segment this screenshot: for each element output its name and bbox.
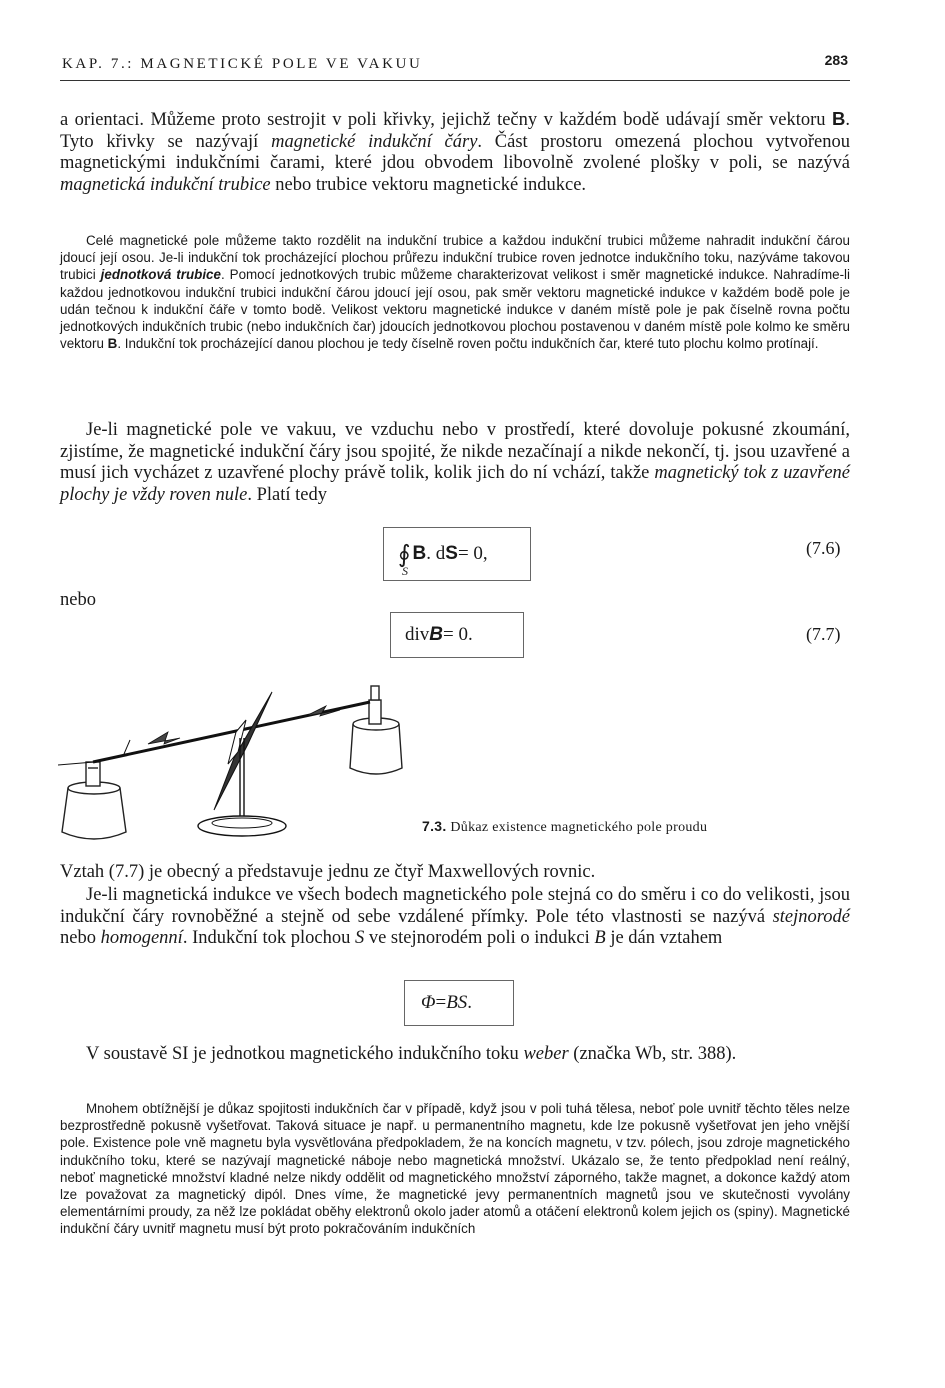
paragraph-6 — [60, 1044, 850, 1066]
p2-symbol-b: B — [107, 336, 118, 352]
p5-symbol-b: B — [594, 928, 606, 949]
p7-text: Mnohem obtížnější je důkaz spojitosti indukčních čar v případě, když jsou v poli tuhá tělesa, neboť pole uvnitř těchto těles nelze bezprostředně pokusně vyšetřovat. Taková situace je např. u permanentního magnetu, kde lze pokusně vyšetřovat jen jeho vnější pole. Existence pole vně magnetu byla vysvětlována předpokladem, že na koncích magnetu, v tzv. pólech, jsou zdroje magnetického indukčního toku, které se nazývají magnetické náboje nebo magnetická množství. Ukázalo se, že tento předpoklad není reálný, neboť magnetické množství kladné nelze nikdy oddělit od magnetického množství záporného, takže magnet, a dokonce každý atom lze považovat za magnetický dipól. Dnes víme, že magnetické jevy permanentních magnetů jsou ve skutečnosti vyvolány elementárními proudy, za něž lze pokládat oběhy elektronů okolo jader atomů a otáčení elektronů kolem jejich os (spiny). Magnetické indukční čáry uvnitř magnetu musí být proto pokračováním indukčních — [60, 1101, 850, 1237]
eq3-equals: = — [435, 992, 447, 1013]
paragraph-1 — [60, 108, 850, 196]
paragraph-5 — [60, 885, 850, 950]
paragraph-2-small — [60, 232, 850, 352]
p1-text-a: a orientaci. Můžeme proto sestrojit v poli křivky, jejichž tečny v každém bodě udávají směr vektoru — [60, 110, 832, 130]
integral-subscript: S — [402, 563, 408, 578]
p5-term-homogeneous: homogenní — [100, 928, 183, 949]
p1-text-e: nebo trubice vektoru magnetické indukce. — [270, 174, 587, 195]
eq76-dot: . d — [426, 543, 446, 564]
p1-term-induction-lines: magnetické indukční čáry — [271, 131, 478, 152]
p3-text-a: Je-li magnetické pole ve vakuu, ve vzduchu nebo v prostředí, které dovoluje pokusné zkoumání, zjistíme, že magnetické indukční čáry jsou spojité, že nikde nezačínají a nikde nekončí, tj. jsou uzavřené a musí jich vycházet z uzavřené plochy právě tolik, kolik jich do ní vchází, takže — [60, 420, 850, 484]
eq3-dot: . — [467, 992, 473, 1013]
figure-caption — [422, 818, 707, 836]
paragraph-3 — [60, 420, 850, 506]
equation-flux — [404, 980, 514, 1026]
chapter-title: KAP. 7.: MAGNETICKÉ POLE VE VAKUU — [62, 56, 423, 72]
equation-number-7-7: (7.7) — [806, 624, 841, 644]
p2-text-a: Celé magnetické pole můžeme takto rozdělit na indukční trubice a každou indukční trubici můžeme nahradit indukční čárou jdoucí její osou. Je-li indukční tok procházející plochou průřezu indukční trubice roven jednotce indukčního toku, nazýváme takovou trubici — [60, 233, 850, 283]
left-stand-icon — [62, 762, 126, 839]
p5-text-b: nebo — [60, 928, 101, 949]
p6-text-a: V soustavě SI je jednotkou magnetického indukčního toku — [86, 1044, 524, 1064]
p5-text-e: je dán vztahem — [605, 928, 723, 949]
eq77-div: div — [405, 624, 430, 645]
equation-number-7-6: (7.6) — [806, 538, 841, 558]
p5-term-uniform: stejnorodé — [772, 906, 850, 927]
equation-7-7 — [390, 612, 524, 658]
p5-text-c: . Indukční tok plochou — [182, 928, 355, 949]
wire-conductor-icon — [58, 702, 370, 765]
eq3-phi: Φ — [421, 992, 436, 1013]
figure-7-3-illustration — [58, 680, 403, 850]
eq76-symbol-b: B — [412, 543, 427, 564]
p5-symbol-s: S — [354, 928, 365, 949]
p5-text-d: ve stejnorodém poli o indukci — [364, 928, 595, 949]
equation-7-6 — [383, 527, 531, 581]
right-stand-icon — [350, 686, 402, 774]
p2-text-c: . Indukční tok procházející danou plochou je tedy číselně roven počtu indukčních čar, které tuto plochu kolmo protínají. — [117, 336, 819, 352]
paragraph-7-small — [60, 1100, 850, 1238]
p3-term-zero-flux: magnetický tok z uzavřené plochy je vždy roven nule — [60, 463, 851, 505]
eq77-rest: = 0. — [443, 624, 473, 645]
p1-symbol-b: B — [832, 108, 846, 129]
page-number: 283 — [824, 52, 848, 68]
p6-text-b: (značka Wb, str. 388). — [568, 1044, 737, 1064]
paragraph-4 — [60, 862, 850, 884]
running-header — [60, 52, 850, 81]
eq76-rest: = 0, — [457, 543, 488, 564]
p2-text-b: . Pomocí jednotkových trubic můžeme charakterizovat velikost i směr magnetické indukce. Nahradíme-li každou jednotkovou indukční trubici indukční čárou jdoucí její osou, pak směr vektoru magnetické indukce v každém bodě pole je udán tečnou k indukční čáře v tomto bodě. Velikost vektoru magnetické indukce v daném místě pole je pak číselně rovna počtu jednotkových indukčních trubic (nebo indukčních čar) jdoucích jednotkovou plochou postavenou v daném místě pole kolmo ke směru vektoru — [60, 267, 850, 352]
word-nebo: nebo — [60, 590, 96, 610]
p3-text-b: . Platí tedy — [247, 484, 327, 505]
eq76-symbol-s: S — [445, 543, 458, 564]
contour-integral-symbol: ∮ S — [398, 541, 411, 578]
p1-text-d: . Část prostoru omezená plochou vytvořenou magnetickými indukčními čarami, které jdou obvodem libovolně zvolené plošky v poli, se nazývá — [60, 131, 851, 174]
compass-needle-icon — [198, 692, 286, 836]
p6-term-weber: weber — [523, 1044, 569, 1064]
p1-term-induction-tube: magnetická indukční trubice — [60, 174, 271, 195]
p5-text-a: Je-li magnetická indukce ve všech bodech magnetického pole stejná co do směru i co do velikosti, jsou indukční čáry rovnoběžné a stejně od sebe vzdálené přímky. Pole této vlastnosti se nazývá — [60, 885, 850, 927]
p2-term-unit-tube: jednotková trubice — [100, 267, 221, 283]
caption-text: Důkaz existence magnetického pole proudu — [446, 820, 708, 835]
caption-number: 7.3. — [422, 818, 447, 834]
eq3-bs: BS — [446, 992, 468, 1013]
p4-text: Vztah (7.7) je obecný a představuje jednu ze čtyř Maxwellových rovnic. — [60, 862, 596, 882]
p1-text-c: . Tyto křivky se nazývají — [60, 110, 850, 152]
eq77-symbol-b: B — [429, 624, 444, 645]
